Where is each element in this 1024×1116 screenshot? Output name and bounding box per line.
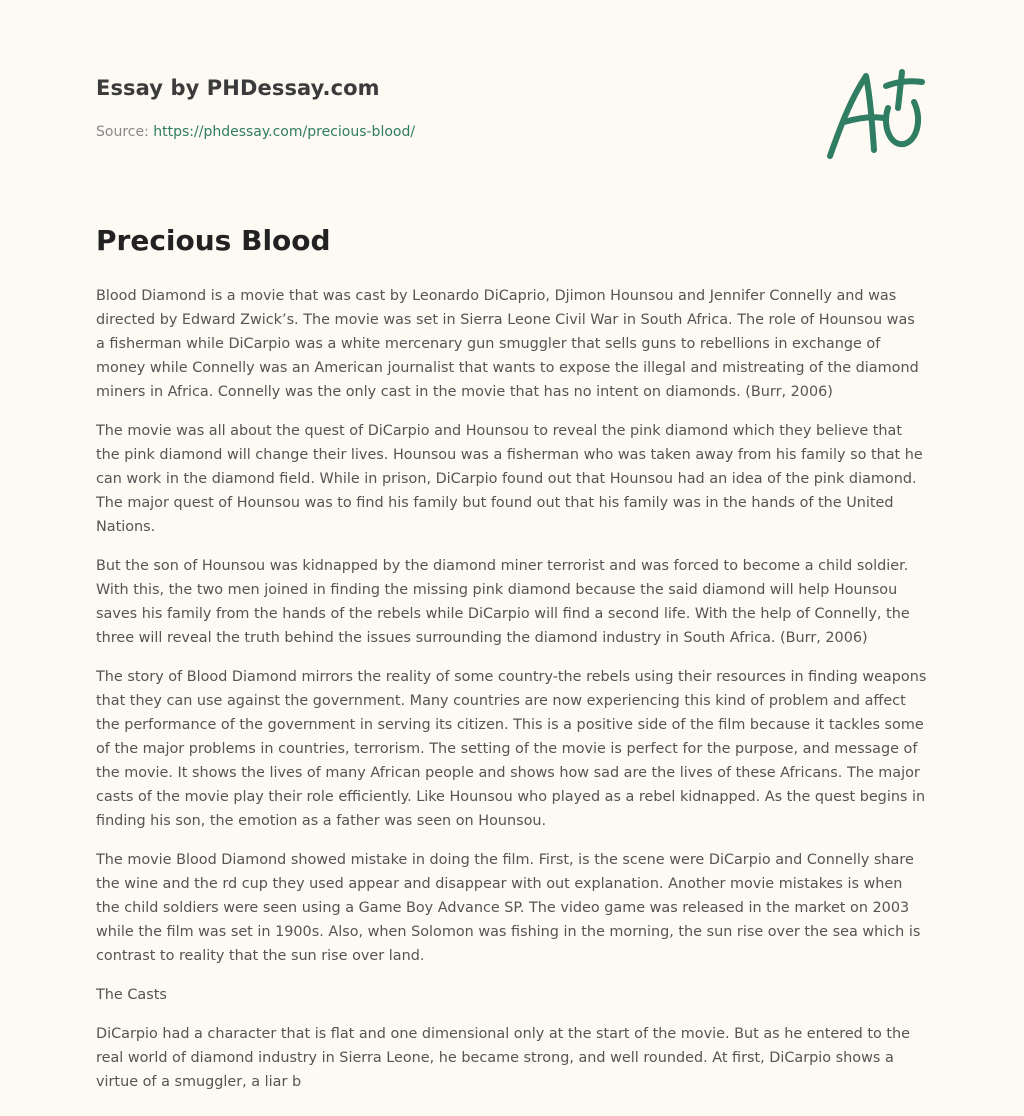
section-heading-the-casts: The Casts xyxy=(96,987,167,1003)
essay-title: Precious Blood xyxy=(96,224,331,257)
site-brand: Essay by PHDessay.com xyxy=(96,76,380,100)
source-line xyxy=(96,124,415,140)
essay-header xyxy=(96,0,928,200)
paragraph-2: The movie was all about the quest of DiCarpio and Hounsou to reveal the pink diamond which they believe that the pink diamond will change their lives. Hounsou was a fisherman who was taken away from his family so that he can work in the diamond field. While in prison, DiCarpio found out that Hounsou had an idea of the pink diamond. The major quest of Hounsou was to find his family but found out that his family was in the hands of the United Nations. xyxy=(96,423,923,535)
paragraph-4: The story of Blood Diamond mirrors the reality of some country-the rebels using their resources in finding weapons that they can use against the government. Many countries are now experiencing this kind of problem and affect the performance of the government in serving its citizen. This is a positive side of the film because it tackles some of the major problems in countries, terrorism. The setting of the movie is perfect for the purpose, and message of the movie. It shows the lives of many African people and shows how sad are the lives of these Africans. The major casts of the movie play their role efficiently. Like Hounsou who played as a rebel kidnapped. As the quest begins in finding his son, the emotion as a father was seen on Hounsou. xyxy=(96,669,927,829)
paragraph-3: But the son of Hounsou was kidnapped by the diamond miner terrorist and was forced to become a child soldier. With this, the two men joined in finding the missing pink diamond because the said diamond will help Hounsou saves his family from the hands of the rebels while DiCarpio will find a second life. With the help of Connelly, the three will reveal the truth behind the issues surrounding the diamond industry in South Africa. (Burr, 2006) xyxy=(96,558,910,646)
paragraph-5: The movie Blood Diamond showed mistake in doing the film. First, is the scene were DiCarpio and Connelly share the wine and the rd cup they used appear and disappear with out explanation. Another movie mistakes is when the child soldiers were seen using a Game Boy Advance SP. The video game was released in the market on 2003 while the film was set in 1900s. Also, when Solomon was fishing in the morning, the sun rise over the sea which is contrast to reality that the sun rise over land. xyxy=(96,852,921,964)
source-link[interactable]: https://phdessay.com/precious-blood/ xyxy=(153,124,416,140)
a-plus-logo-icon xyxy=(824,66,928,166)
source-label: Source: xyxy=(96,124,149,140)
paragraph-6: DiCarpio had a character that is flat and one dimensional only at the start of the movie. But as he entered to the real world of diamond industry in Sierra Leone, he became strong, and well rounded. At first, DiCarpio shows a virtue of a smuggler, a liar b xyxy=(96,1026,911,1090)
essay-body xyxy=(96,284,928,1109)
paragraph-1: Blood Diamond is a movie that was cast by Leonardo DiCaprio, Djimon Hounsou and Jennifer Connelly and was directed by Edward Zwick’s. The movie was set in Sierra Leone Civil War in South Africa. The role of Hounsou was a fisherman while DiCarpio was a white mercenary gun smuggler that sells guns to rebellions in exchange of money while Connelly was an American journalist that wants to expose the illegal and mistreating of the diamond miners in Africa. Connelly was the only cast in the movie that has no intent on diamonds. (Burr, 2006) xyxy=(96,288,919,400)
